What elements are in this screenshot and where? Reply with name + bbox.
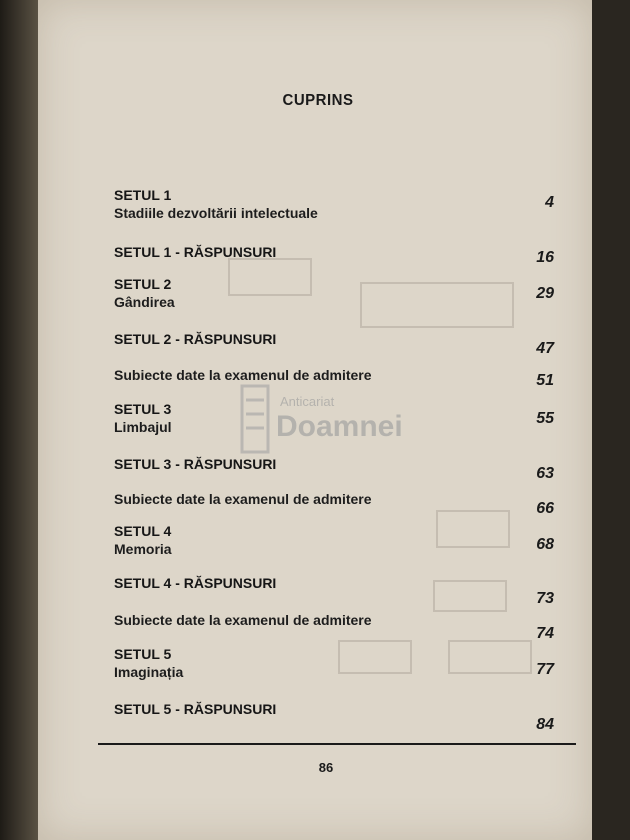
toc-entry-heading: SETUL 4: [114, 523, 172, 539]
book-page: [38, 0, 592, 840]
toc-entry: [114, 522, 554, 558]
toc-title: CUPRINS: [282, 91, 354, 110]
toc-entry-heading: SETUL 2: [114, 276, 172, 292]
toc-entry-heading: SETUL 4 - RĂSPUNSURI: [114, 575, 277, 591]
toc-entry-heading: Subiecte date la examenul de admitere: [114, 367, 372, 383]
toc-entry-page: 51: [536, 372, 554, 389]
toc-entry-heading: SETUL 5 - RĂSPUNSURI: [114, 701, 277, 717]
footer-rule: [98, 743, 576, 745]
toc-entry-page: 29: [536, 285, 554, 302]
page-number: 86: [318, 760, 334, 775]
toc-entry-subtitle: Stadiile dezvoltării intelectuale: [114, 205, 318, 221]
toc-entry: [114, 700, 554, 733]
toc-entry-page: 77: [536, 661, 554, 678]
toc-entry-page: 63: [536, 465, 554, 482]
book-spine-shadow: [0, 0, 38, 840]
toc-entry-heading: SETUL 5: [114, 646, 172, 662]
toc-entry-page: 84: [536, 716, 554, 733]
toc-entry-heading: SETUL 1 - RĂSPUNSURI: [114, 244, 277, 260]
toc-entry-subtitle: Limbajul: [114, 419, 172, 435]
toc-entry-heading: SETUL 1: [114, 187, 172, 203]
toc-entry-subtitle: Memoria: [114, 541, 172, 557]
toc-entry-heading: SETUL 2 - RĂSPUNSURI: [114, 331, 277, 347]
toc-entry-page: 47: [536, 340, 554, 357]
toc-entry-heading: SETUL 3 - RĂSPUNSURI: [114, 456, 277, 472]
toc-entry-page: 74: [536, 625, 554, 642]
svg-text:Anticariat: Anticariat: [280, 394, 335, 409]
toc-entry-heading: SETUL 3: [114, 401, 172, 417]
toc-entry-page: 55: [536, 410, 554, 427]
toc-entry-page: 16: [536, 249, 554, 266]
toc-entry-subtitle: Imaginația: [114, 664, 184, 680]
svg-text:Doamnei: Doamnei: [276, 410, 403, 443]
toc-entry: [114, 330, 554, 357]
toc-entry-subtitle: Gândirea: [114, 294, 175, 310]
toc-entry: [114, 574, 554, 607]
toc-entry-page: 73: [536, 590, 554, 607]
toc-entry-page: 68: [536, 536, 554, 553]
toc-entry-heading: Subiecte date la examenul de admitere: [114, 612, 372, 628]
toc-entry-heading: Subiecte date la examenul de admitere: [114, 491, 372, 507]
toc-entry: [114, 645, 554, 681]
toc-entry-page: 66: [536, 500, 554, 517]
toc-entry: [114, 243, 554, 266]
toc-entry: [114, 611, 554, 642]
toc-entry: [114, 490, 554, 517]
toc-entry: [114, 186, 554, 222]
toc-entry-page: 4: [545, 194, 554, 211]
toc-entry: [114, 275, 554, 311]
watermark-logo: [240, 380, 430, 460]
